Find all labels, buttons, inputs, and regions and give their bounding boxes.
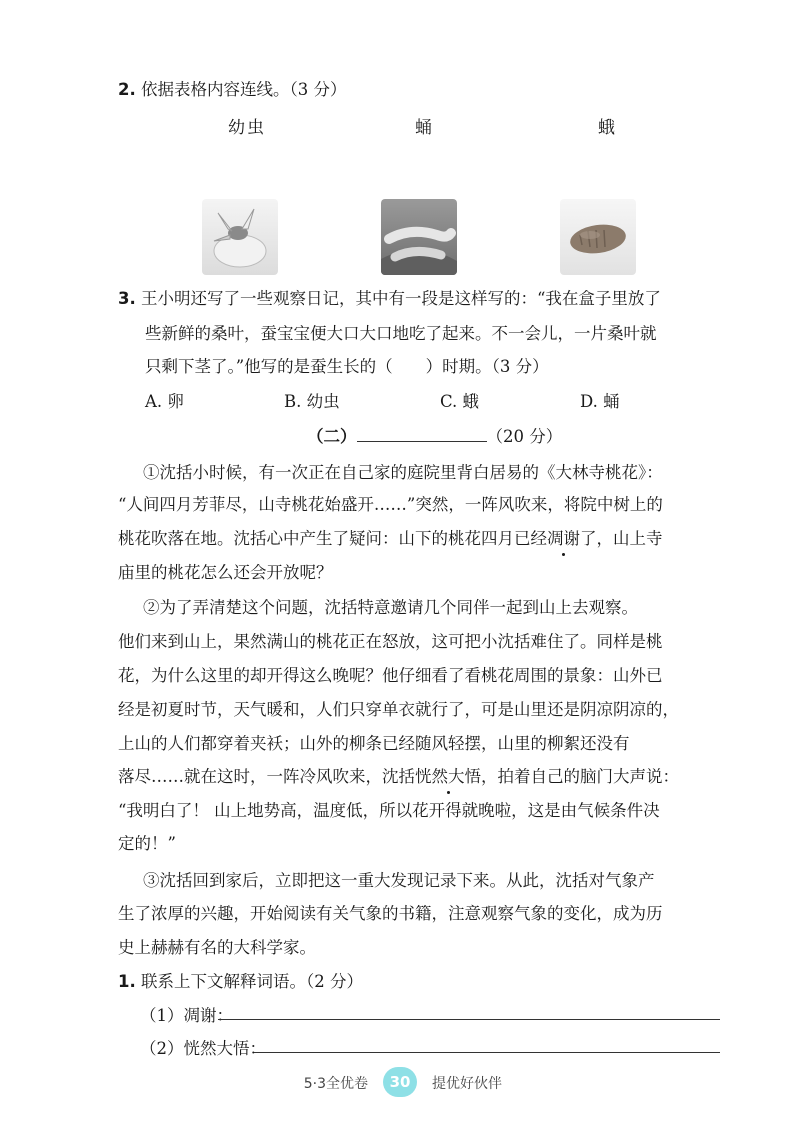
pupa-photo (560, 199, 636, 275)
q3-line-1: 3. 王小明还写了一些观察日记，其中有一段是这样写的：“我在盒子里放了 (118, 289, 661, 308)
passage-p3-line-3: 史上赫赫有名的大科学家。 (118, 938, 316, 957)
stage-label-pupa: 蛹 (415, 118, 434, 138)
stage-label-larva: 幼虫 (228, 118, 266, 138)
q1-item-2-answer-line[interactable] (254, 1052, 720, 1053)
passage-p1-line-1: ①沈括小时候，有一次正在自己家的庭院里背白居易的《大林寺桃花》： (143, 463, 663, 482)
page-number-badge: 30 (383, 1067, 417, 1097)
passage-p1-line-4: 庙里的桃花怎么还会开放呢？ (118, 563, 333, 582)
passage-p1-line-3: 桃花吹落在地。沈括心中产生了疑问：山下的桃花四月已经凋谢了，山上寺 (118, 529, 663, 548)
section-title-blank[interactable] (357, 441, 487, 442)
passage-p2-line-5: 上山的人们都穿着夹袄；山外的柳条已经随风轻摆，山里的柳絮还没有 (118, 734, 630, 753)
passage-p2-line-8: 定的！” (118, 834, 176, 853)
q1-item-1-answer-line[interactable] (218, 1019, 720, 1020)
passage-p3-line-1: ③沈括回到家后，立即把这一重大发现记录下来。从此，沈括对气象产 (143, 871, 655, 890)
q3-option-b[interactable]: B. 幼虫 (284, 392, 340, 411)
q1-item-2-label: （2）恍然大悟： (140, 1039, 266, 1058)
passage-p3-line-2: 生了浓厚的兴趣，开始阅读有关气象的书籍，注意观察气象的变化，成为历 (118, 904, 663, 923)
passage-p2-line-2: 他们来到山上，果然满山的桃花正在怒放，这可把小沈括难住了。同样是桃 (118, 632, 663, 651)
page-footer (0, 1067, 800, 1097)
dotted-word-huangrandawu: 恍然大悟 (415, 767, 481, 786)
passage-p2-line-7: “我明白了！ 山上地势高，温度低，所以花开得就晚啦，这是由气候条件决 (118, 801, 660, 820)
moth-on-cocoon-photo (202, 199, 278, 275)
q1-item-1-label: （1）凋谢： (140, 1006, 233, 1025)
passage-p2-line-4: 经是初夏时节，天气暖和，人们只穿单衣就行了，可是山里还是阴凉阴凉的， (118, 700, 679, 719)
passage-p1-line-2: “人间四月芳菲尽，山寺桃花始盛开……”突然，一阵风吹来，将院中树上的 (118, 495, 663, 514)
passage-p2-line-1: ②为了弄清楚这个问题，沈括特意邀请几个同伴一起到山上去观察。 (143, 598, 638, 617)
passage-p2-line-3: 花，为什么这里的却开得这么晚呢？他仔细看了看桃花周围的景象：山外已 (118, 666, 663, 685)
q3-option-c[interactable]: C. 蛾 (440, 392, 480, 411)
passage-p2-line-6: 落尽……就在这时，一阵冷风吹来，沈括恍然大悟，拍着自己的脑门大声说： (118, 767, 679, 786)
footer-brand: 5·3全优卷 (303, 1076, 368, 1092)
q2-prompt: 2. 依据表格内容连线。（3 分） (118, 80, 347, 99)
footer-slogan: 提优好伙伴 (432, 1076, 502, 1092)
dotted-word-diaoxie: 凋谢 (547, 529, 580, 548)
stage-label-moth: 蛾 (598, 118, 617, 138)
silkworm-larvae-photo (381, 199, 457, 275)
q3-option-d[interactable]: D. 蛹 (580, 392, 620, 411)
section-2-heading: （二） （20 分） (307, 427, 563, 446)
q3-option-a[interactable]: A. 卵 (145, 392, 184, 411)
q3-line-2: 些新鲜的桑叶，蚕宝宝便大口大口地吃了起来。不一会儿，一片桑叶就 (145, 324, 657, 343)
q3-line-3: 只剩下茎了。”他写的是蚕生长的（ ）时期。（3 分） (145, 357, 549, 376)
q1-prompt: 1. 联系上下文解释词语。（2 分） (118, 972, 363, 991)
